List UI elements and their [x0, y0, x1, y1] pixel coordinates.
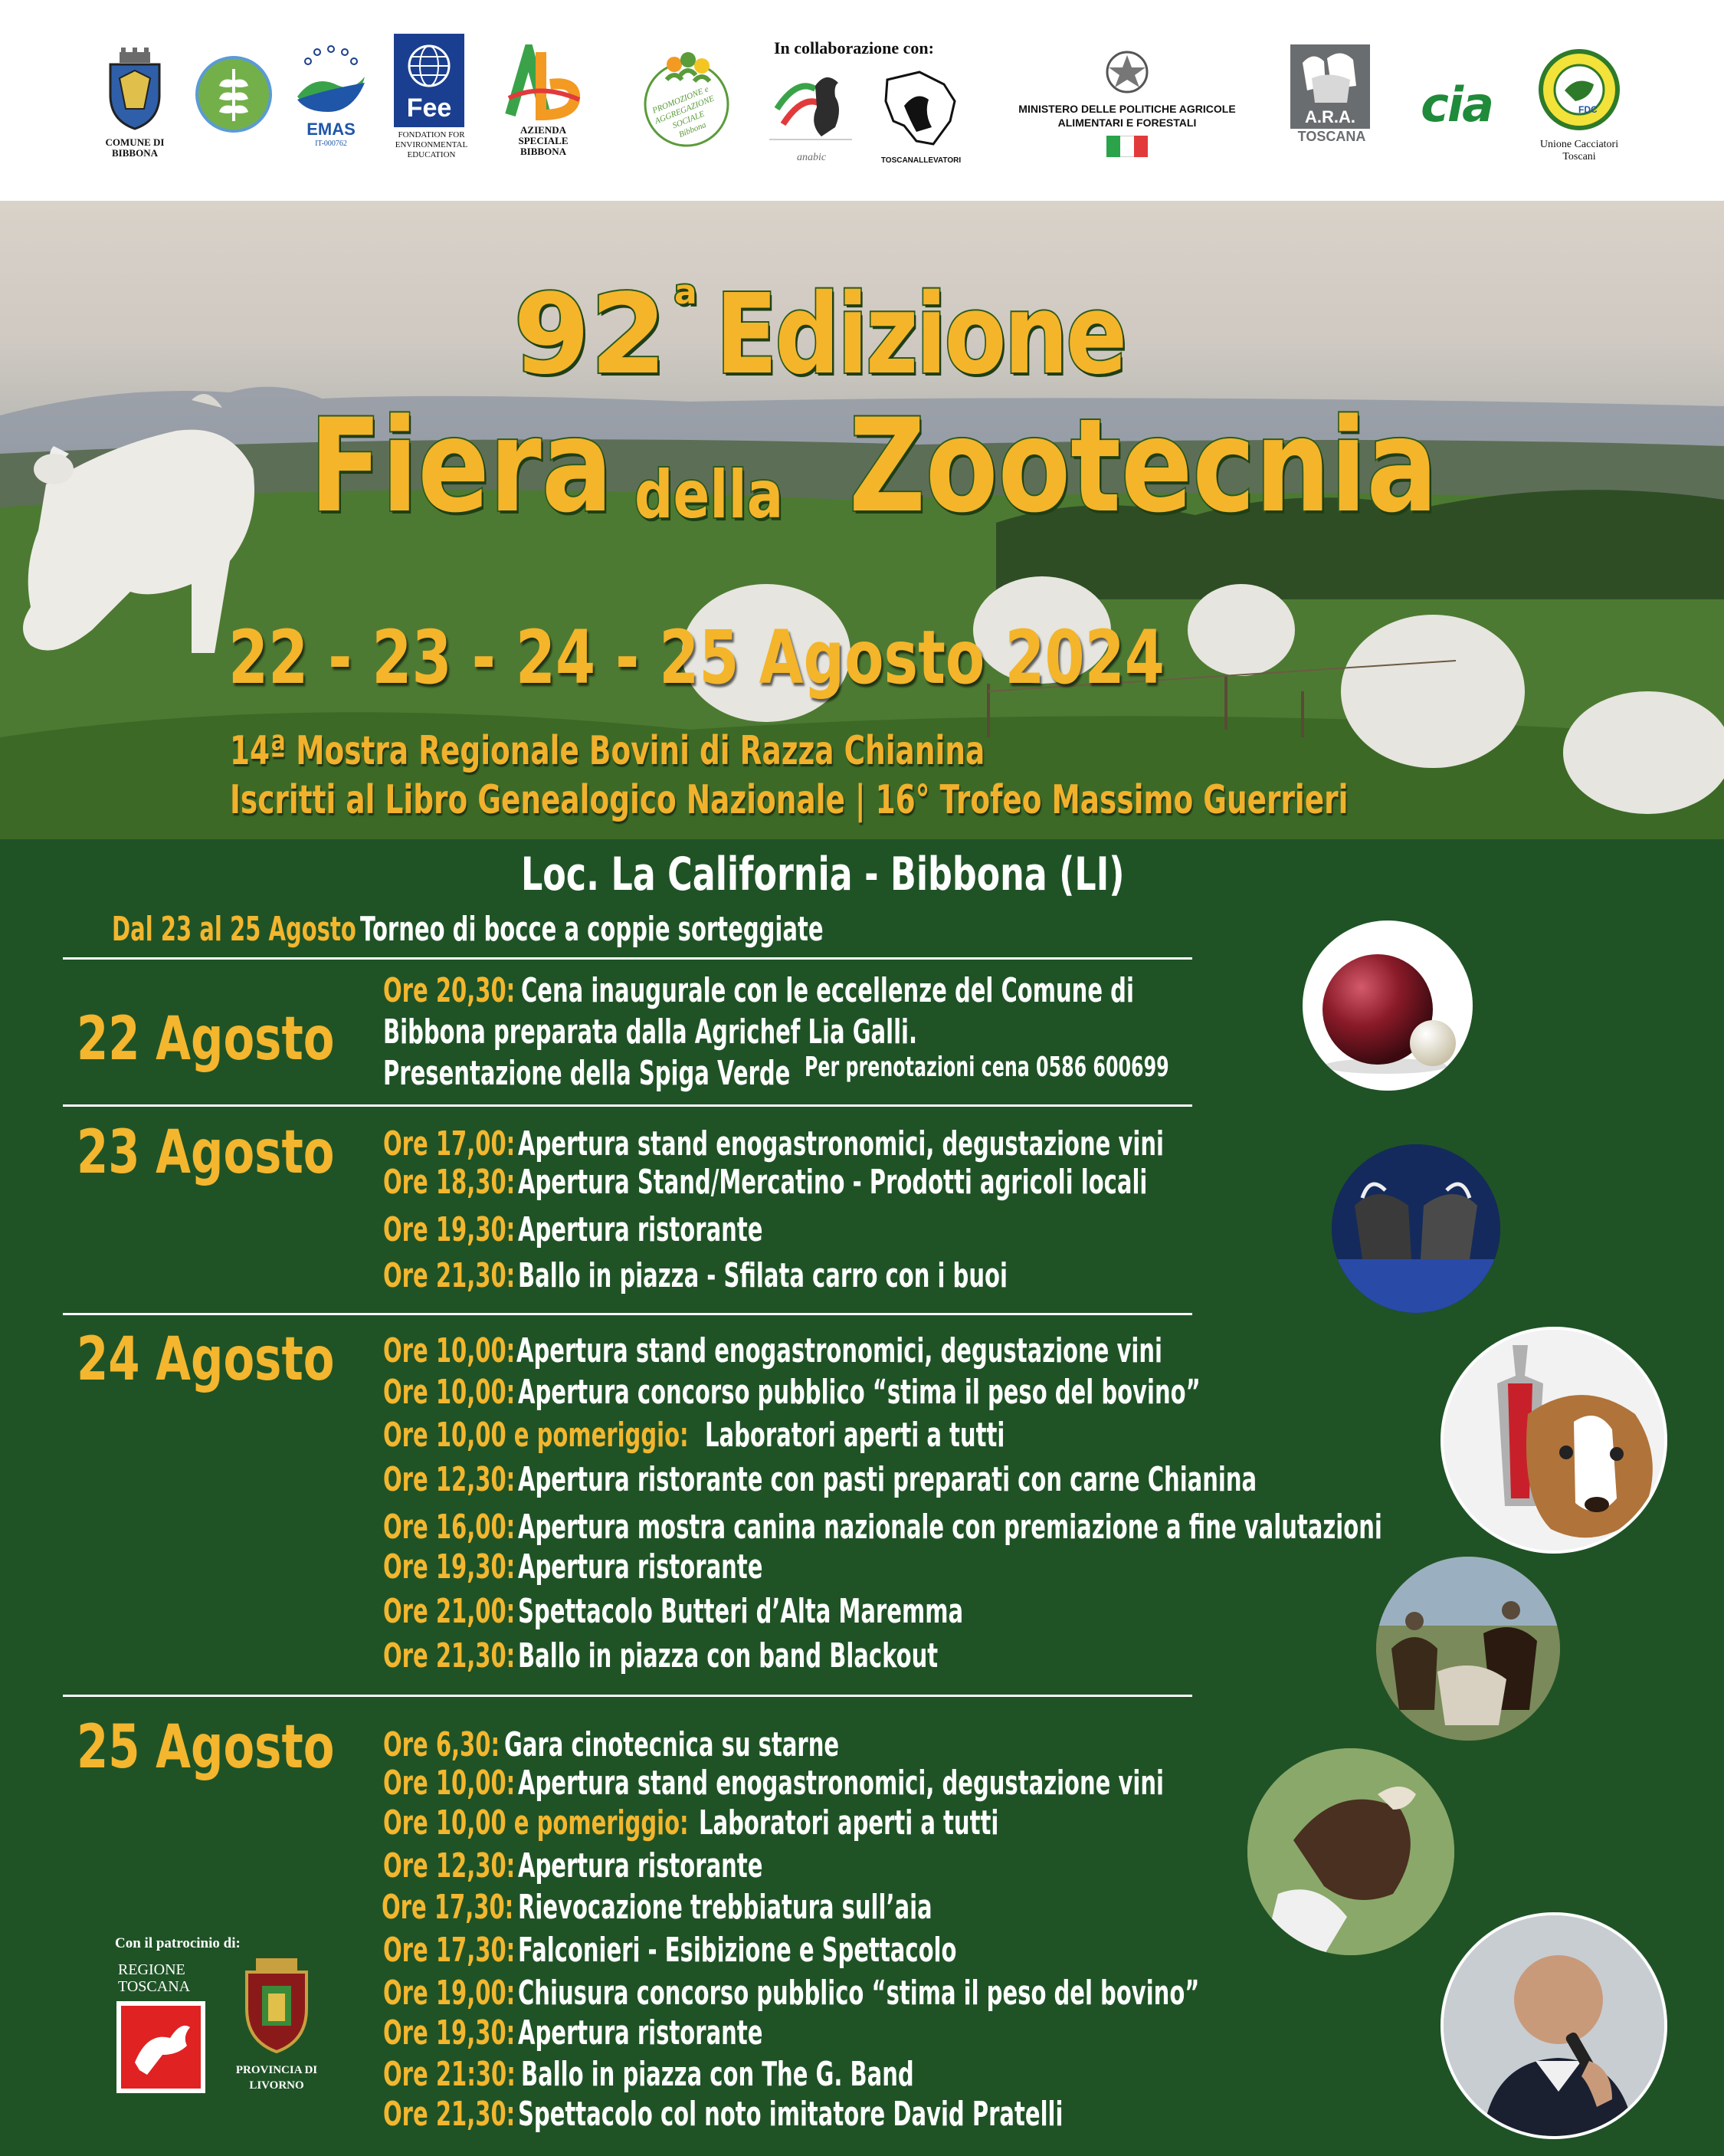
d25-event: Spettacolo col noto imitatore David Pratelli: [518, 2095, 1064, 2134]
d25-time: Ore 10,00 e pomeriggio:: [383, 1803, 689, 1843]
pegasus-icon: [116, 2001, 205, 2093]
d25-time: Ore 19,00:: [383, 1974, 516, 2013]
ara-sub: TOSCANA: [1297, 129, 1366, 144]
regione-label-1: REGIONE: [118, 1961, 185, 1978]
d23-event: Ballo in piazza - Sfilata carro con i buoi: [518, 1256, 1008, 1295]
emas-stars-icon: [291, 43, 371, 116]
regione-toscana-logo: [116, 2001, 205, 2093]
d25-time: Ore 17,30:: [382, 1888, 514, 1927]
anabic-logo: [762, 63, 861, 163]
day-22-heading: 22 Agosto: [77, 1005, 335, 1074]
republic-emblem-icon: [1104, 49, 1150, 95]
d23-time: Ore 19,30:: [383, 1210, 516, 1249]
d25-time: Ore 21:30:: [383, 2055, 516, 2094]
butteri-photo: [1376, 1557, 1560, 1741]
comune-bibbona-logo: [97, 48, 173, 159]
bocce-description: Torneo di bocce a coppie sorteggiate: [360, 910, 824, 949]
provincia-livorno-logo: [234, 1955, 319, 2055]
d24-event: Apertura ristorante: [518, 1547, 763, 1587]
bocce-balls-photo: [1303, 920, 1473, 1091]
d24-time: Ore 21,30:: [383, 1636, 516, 1675]
hero-banner: [0, 201, 1724, 839]
globe-icon: [394, 34, 464, 95]
person-microphone-icon: [1444, 1915, 1667, 2139]
d22-reservation: Per prenotazioni cena 0586 600699: [805, 1052, 1169, 1083]
d25-time: Ore 21,30:: [383, 2095, 516, 2134]
divider-2: [63, 1104, 1192, 1107]
unione-cacciatori-logo: [1529, 48, 1629, 163]
d23-event: Apertura stand enogastronomici, degustazione vini: [518, 1124, 1165, 1163]
d24-time: Ore 10,00 e pomeriggio:: [383, 1416, 689, 1455]
d25-time: Ore 12,30:: [383, 1846, 516, 1885]
spiga-verde-logo: [193, 54, 274, 139]
emas-caption: EMAS: [306, 120, 356, 139]
bocce-ball-icon: [1303, 920, 1473, 1091]
divider-3: [63, 1313, 1192, 1315]
d25-event: Apertura ristorante: [518, 2013, 763, 2053]
d24-time: Ore 19,30:: [383, 1547, 516, 1587]
bocce-dates: Dal 23 al 25 Agosto: [112, 910, 356, 949]
regione-label-2: TOSCANA: [118, 1978, 191, 1995]
edition-superscript: a: [674, 273, 697, 312]
d25-event: Falconieri - Esibizione e Spettacolo: [518, 1931, 957, 1970]
d24-time: Ore 21,00:: [383, 1592, 516, 1631]
comune-caption: COMUNE DI BIBBONA: [105, 136, 165, 159]
cia-label: cia: [1421, 77, 1493, 133]
dog-trophy-photo: [1440, 1327, 1667, 1554]
program-section: [0, 839, 1724, 2156]
promozione-caption: PROMOZIONE e AGGREGAZIONE SOCIALE Bibbona: [651, 84, 716, 140]
anabic-cattle-icon: [762, 63, 861, 149]
d24-event: Apertura stand enogastronomici, degustazione vini: [516, 1331, 1163, 1370]
d22-time-1: Ore 20,30:: [383, 971, 516, 1010]
title-zootecnia: Zootecnia: [849, 391, 1438, 541]
oxen-photo: [1332, 1144, 1500, 1313]
edition-number: [513, 270, 667, 399]
caccia-caption: Unione Cacciatori Toscani: [1539, 139, 1619, 162]
d25-event: Gara cinotecnica su starne: [504, 1725, 840, 1764]
provincia-label-2: LIVORNO: [249, 2079, 304, 2092]
d24-time: Ore 12,30:: [383, 1460, 516, 1499]
d24-event: Ballo in piazza con band Blackout: [518, 1636, 939, 1675]
d25-time: Ore 10,00:: [383, 1764, 516, 1803]
d22-event-1b: Bibbona preparata dalla Agrichef Lia Galli.: [383, 1012, 918, 1052]
d24-event: Apertura ristorante con pasti preparati con carne Chianina: [518, 1460, 1257, 1499]
ara-toscana-logo: [1290, 44, 1373, 144]
d24-event: Apertura mostra canina nazionale con premiazione a fine valutazioni: [518, 1508, 1382, 1547]
dog-icon: [1444, 1330, 1667, 1554]
d23-event: Apertura Stand/Mercatino - Prodotti agricoli locali: [518, 1163, 1148, 1202]
d24-event: Apertura concorso pubblico “stima il peso del bovino”: [518, 1373, 1201, 1412]
location-heading: Loc. La California - Bibbona (LI): [521, 848, 1125, 901]
d23-time: Ore 18,30:: [383, 1163, 516, 1202]
david-pratelli-photo: [1440, 1912, 1667, 2139]
ministero-caption: MINISTERO DELLE POLITICHE AGRICOLE ALIMENTARI E FORESTALI: [1018, 103, 1236, 129]
patronage-label: Con il patrocinio di:: [115, 1935, 241, 1951]
tuscany-map-icon: [870, 67, 972, 152]
day-25-heading: 25 Agosto: [77, 1713, 335, 1782]
d24-event: Laboratori aperti a tutti: [705, 1416, 1005, 1455]
emas-logo: [291, 43, 371, 149]
title-fiera: Fiera: [310, 391, 613, 541]
toscanallevatori-caption: TOSCANALLEVATORI: [880, 156, 962, 165]
oxen-icon: [1332, 1144, 1500, 1313]
fee-logo: [389, 34, 474, 160]
d25-time: Ore 17,30:: [383, 1931, 516, 1970]
promozione-logo: [633, 49, 740, 153]
d25-event: Rievocazione trebbiatura sull’aia: [518, 1888, 932, 1927]
d25-time: Ore 19,30:: [383, 2013, 516, 2053]
d24-time: Ore 10,00:: [383, 1331, 516, 1370]
edition-word: Edizione: [716, 270, 1125, 399]
day-23-heading: 23 Agosto: [77, 1118, 335, 1187]
d25-event: Laboratori aperti a tutti: [699, 1803, 999, 1843]
ministero-logo: [993, 49, 1261, 157]
azienda-speciale-logo: [503, 44, 584, 157]
subtitle-mostra: 14ª Mostra Regionale Bovini di Razza Chianina: [230, 728, 985, 774]
azienda-caption: AZIENDA SPECIALE BIBBONA: [518, 124, 569, 157]
d22-event-1c: Presentazione della Spiga Verde: [383, 1054, 791, 1093]
day-24-heading: 24 Agosto: [77, 1325, 335, 1394]
comune-crest-icon: [97, 48, 173, 132]
emas-code: IT-000762: [315, 139, 347, 148]
wheat-icon: [193, 54, 274, 135]
eagle-icon: [1247, 1748, 1454, 1955]
fdc-emblem-icon: [1537, 48, 1621, 132]
d24-time: Ore 16,00:: [383, 1508, 516, 1547]
d23-time: Ore 21,30:: [383, 1256, 516, 1295]
provincia-crest-icon: [234, 1955, 319, 2055]
azienda-ab-icon: [503, 44, 584, 121]
edition-number-text: 92: [513, 270, 667, 399]
toscanallevatori-logo: [870, 67, 972, 166]
fee-label: Fee: [406, 94, 452, 123]
d25-time: Ore 6,30:: [383, 1725, 500, 1764]
d23-event: Apertura ristorante: [518, 1210, 763, 1249]
d25-event: Ballo in piazza con The G. Band: [521, 2055, 914, 2094]
d24-event: Spettacolo Butteri d’Alta Maremma: [518, 1592, 964, 1631]
fdc-label: FDC: [1578, 104, 1598, 115]
provincia-label-1: PROVINCIA DI: [235, 2064, 318, 2076]
festival-dates: 22 - 23 - 24 - 25 Agosto 2024: [228, 615, 1165, 701]
cia-logo: [1407, 77, 1506, 133]
divider-4: [63, 1695, 1192, 1697]
italian-flag-icon: [1106, 136, 1148, 157]
subtitle-libro: Iscritti al Libro Genealogico Nazionale | 16° Trofeo Massimo Guerrieri: [230, 777, 1349, 823]
anabic-caption: anabic: [796, 152, 827, 163]
fee-caption: FONDATION FOR ENVIRONMENTAL EDUCATION: [395, 130, 468, 159]
d25-event: Apertura ristorante: [518, 1846, 763, 1885]
patronage-block: [107, 1935, 337, 2119]
d23-time: Ore 17,00:: [383, 1124, 516, 1163]
d22-event-1a: Cena inaugurale con le eccellenze del Comune di: [521, 971, 1134, 1010]
d25-event: Chiusura concorso pubblico “stima il peso del bovino”: [518, 1974, 1200, 2013]
d24-time: Ore 10,00:: [383, 1373, 516, 1412]
collaboration-label: In collaborazione con:: [774, 38, 934, 57]
ara-label: A.R.A.: [1305, 107, 1355, 126]
d25-event: Apertura stand enogastronomici, degustazione vini: [518, 1764, 1165, 1803]
horse-riders-icon: [1376, 1557, 1560, 1741]
sponsor-logo-bar: [0, 0, 1724, 201]
falconer-photo: [1247, 1748, 1454, 1955]
ara-animals-icon: [1290, 44, 1370, 109]
title-della: della: [634, 457, 784, 533]
divider-1: [63, 957, 1192, 960]
